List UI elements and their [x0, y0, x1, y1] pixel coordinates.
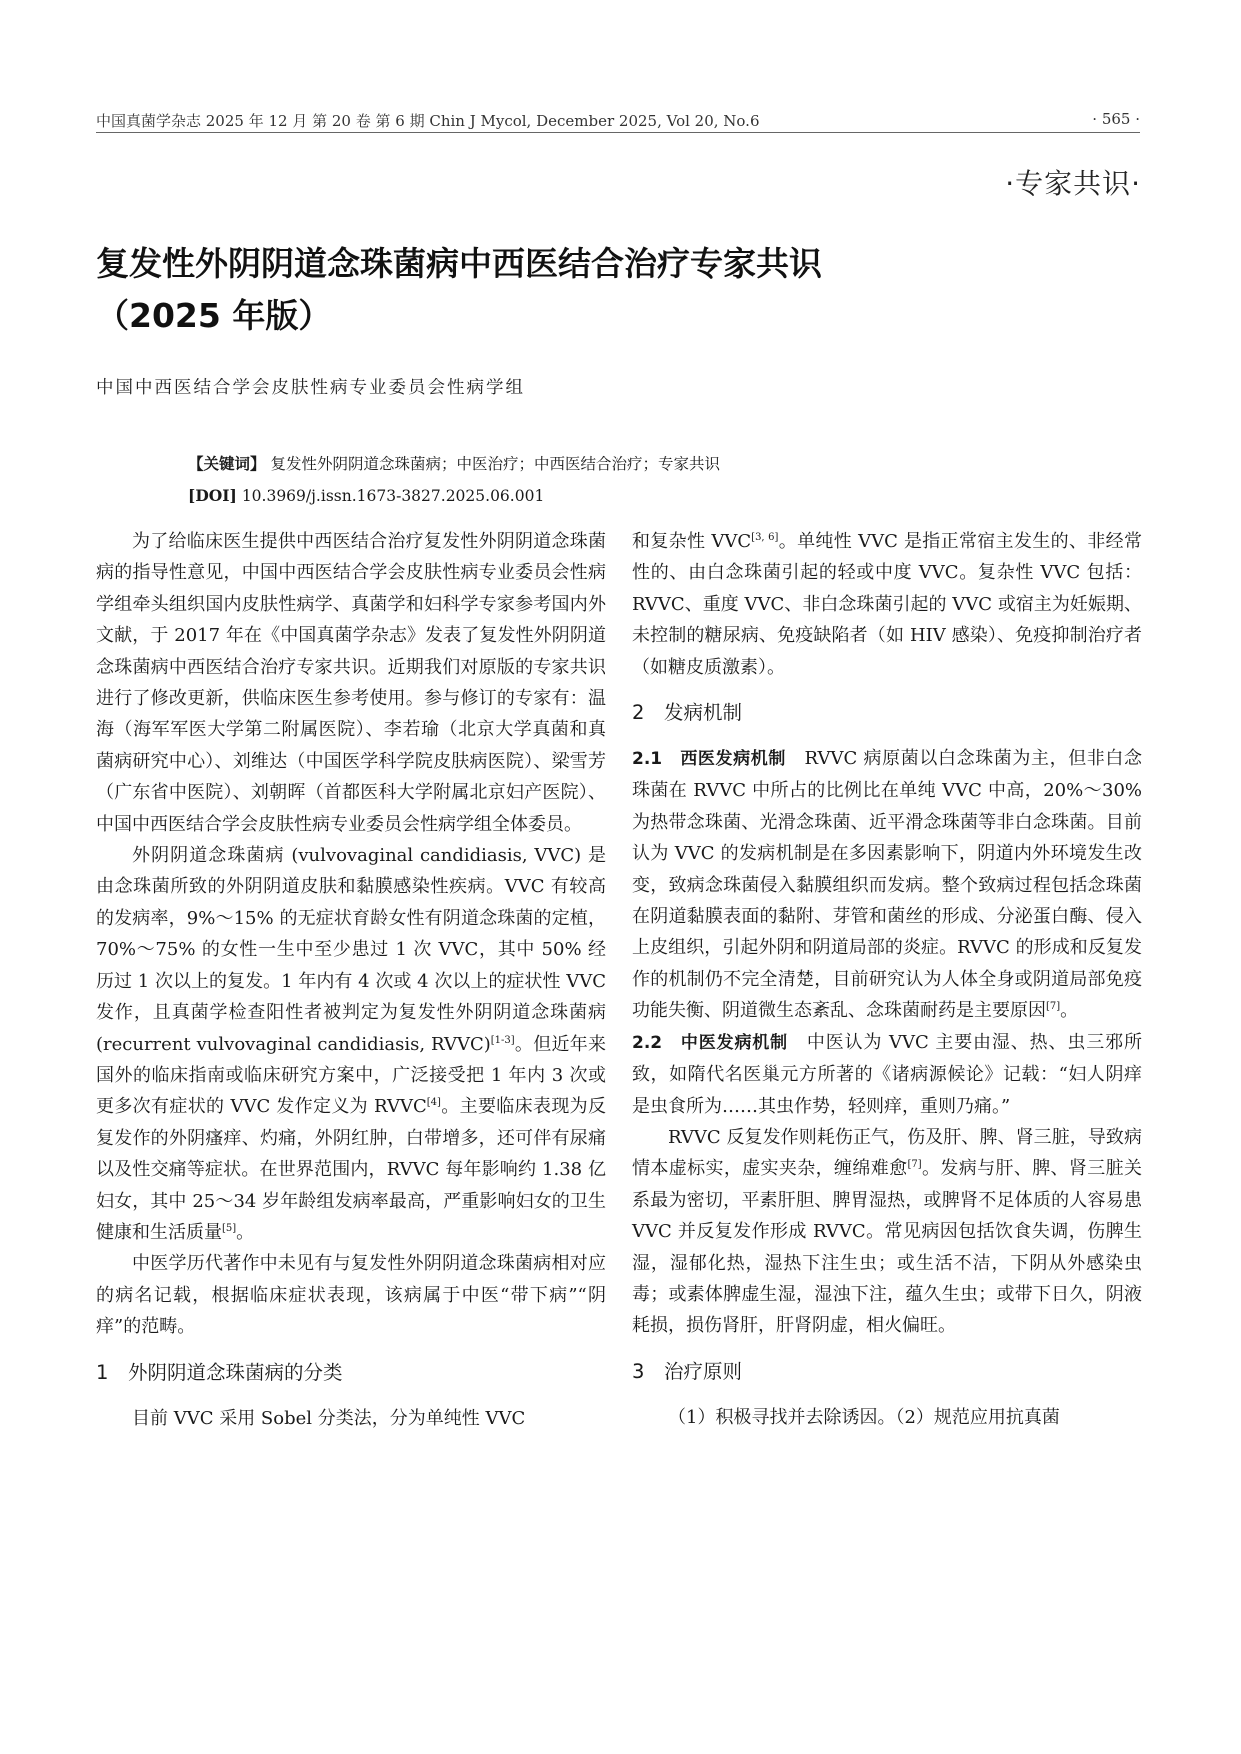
- citation: [1-3]: [490, 1034, 515, 1046]
- title-line-1: 复发性外阴阴道念珠菌病中西医结合治疗专家共识: [96, 244, 822, 283]
- running-header: [96, 110, 1140, 131]
- section-number: 2: [632, 701, 645, 725]
- text-run: 。发病与肝、脾、肾三脏关系最为密切，平素肝胆、脾胃湿热，或脾肾不足体质的人容易患 VVC 并反复发作形成 RVVC。常见病因包括饮食失调，伤脾生湿，湿郁化热，湿热下注生虫；或生活不洁，下阴从外感染虫毒；或素体脾虚生湿，湿浊下注，蕴久生虫；或带下日久，阴液耗损，损伤肾肝，肝肾阴虚，相火偏旺。: [632, 1158, 1143, 1337]
- citation: [3, 6]: [751, 532, 779, 543]
- citation: [4]: [426, 1097, 441, 1109]
- subsection-heading-2-1: 2.1 西医发病机制: [632, 749, 786, 770]
- subsection-heading-2-2: 2.2 中医发病机制: [632, 1032, 789, 1053]
- rvvc-etiology-paragraph: [632, 1122, 1142, 1342]
- page-number: · 565 ·: [1092, 110, 1140, 128]
- keywords: 复发性外阴阴道念珠菌病；中医治疗；中西医结合治疗；专家共识: [270, 455, 720, 473]
- citation: [7]: [1046, 1001, 1061, 1013]
- text-run: 外阴阴道念珠菌病 (vulvovaginal candidiasis, VVC) 是由念珠菌所致的外阴阴道皮肤和黏膜感染性疾病。VVC 有较高的发病率，9%～15% 的无症状育龄女性有阴道念珠菌的定植，70%～75% 的女性一生中至少患过 1 次 VVC，其中 50% 经历过 1 次以上的复发。1 年内有 4 次或 4 次以上的症状性 VVC 发作，且真菌学检查阳性者被判定为复发性外阴阴道念珠菌病 (recurrent vulvovaginal candidiasis, RVVC): [96, 845, 606, 1055]
- article-title: [96, 238, 1096, 342]
- section-title: 发病机制: [664, 701, 743, 725]
- intro-paragraph: 为了给临床医生提供中西医结合治疗复发性外阴阴道念珠菌病的指导性意见，中国中西医结合学会皮肤性病专业委员会性病学组牵头组织国内皮肤性病学、真菌学和妇科学专家参考国内外文献，于 2017 年在《中国真菌学杂志》发表了复发性外阴阴道念珠菌病中西医结合治疗专家共识。近期我们对原版的专家共识进行了修改更新，供临床医生参考使用。参与修订的专家有：温海（海军军医大学第二附属医院）、李若瑜（北京大学真菌和真菌病研究中心）、刘维达（中国医学科学院皮肤病医院）、梁雪芳（广东省中医院）、刘朝晖（首都医科大学附属北京妇产医院）、中国中西医结合学会皮肤性病专业委员会性病学组全体委员。: [96, 531, 606, 835]
- classification-paragraph: 目前 VVC 采用 Sobel 分类法，分为单纯性 VVC: [132, 1407, 526, 1429]
- article-meta: [188, 448, 1088, 512]
- section-heading-1: [96, 1353, 606, 1393]
- tcm-paragraph: 中医学历代著作中未见有与复发性外阴阴道念珠菌病相对应的病名记载，根据临床症状表现，该病属于中医“带下病”“阴痒”的范畴。: [96, 1253, 606, 1338]
- text-run: RVVC 反复发作则耗伤正气，伤及肝、脾、肾三脏，导致病情本虚标实，虚实夹杂，缠绵难愈: [632, 1126, 1142, 1180]
- classification-continued-paragraph: [632, 526, 1142, 683]
- text-run: 。单纯性 VVC 是指正常宿主发生的、非经常性的、由白念珠菌引起的轻或中度 VVC。复杂性 VVC 包括：RVVC、重度 VVC、非白念珠菌引起的 VVC 或宿主为妊娠期、未控制的糖尿病、免疫缺陷者（如 HIV 感染）、免疫抑制治疗者（如糖皮质激素）。: [632, 531, 1142, 678]
- right-column: [632, 526, 1142, 1433]
- section-heading-2: [632, 693, 1142, 733]
- section-heading-3: [632, 1352, 1142, 1392]
- text-run: 。: [1060, 1000, 1079, 1022]
- doi: 10.3969/j.issn.1673-3827.2025.06.001: [241, 487, 545, 505]
- section-number: 1: [96, 1360, 109, 1384]
- treatment-principles-paragraph: （1）积极寻找并去除诱因。（2）规范应用抗真菌: [668, 1406, 1060, 1428]
- section-title: 外阴阴道念珠菌病的分类: [128, 1360, 343, 1384]
- doi-label: [DOI]: [188, 486, 237, 505]
- text-run: RVVC 病原菌以白念珠菌为主，但非白念珠菌在 RVVC 中所占的比例比在单纯 VVC 中高，20%～30% 为热带念珠菌、光滑念珠菌、近平滑念珠菌等非白念珠菌。目前认为 VVC 的发病机制是在多因素影响下，阴道内外环境发生改变，致病念珠菌侵入黏膜组织而发病。整个致病过程包括念珠菌在阴道黏膜表面的黏附、芽管和菌丝的形成、分泌蛋白酶、侵入上皮组织，引起外阴和阴道局部的炎症。RVVC 的形成和反复发作的机制仍不完全清楚，目前研究认为人体全身或阴道局部免疫功能失衡、阴道微生态紊乱、念珠菌耐药是主要原因: [632, 748, 1143, 1022]
- author-group: 中国中西医结合学会皮肤性病专业委员会性病学组: [96, 378, 525, 398]
- section-title: 治疗原则: [664, 1359, 743, 1383]
- citation: [5]: [222, 1222, 237, 1234]
- text-run: 。: [236, 1221, 255, 1243]
- western-mechanism-paragraph: [632, 743, 1142, 1027]
- title-line-2: （2025 年版）: [96, 296, 332, 335]
- section-number: 3: [632, 1359, 645, 1383]
- column-tag: ·专家共识·: [1005, 167, 1141, 200]
- text-run: 。主要临床表现为反复发作的外阴瘙痒、灼痛，外阴红肿，白带增多，还可伴有尿痛以及性交痛等症状。在世界范围内，RVVC 每年影响约 1.38 亿妇女，其中 25～34 岁年龄组发病率最高，严重影响妇女的卫生健康和生活质量: [96, 1096, 606, 1243]
- text-run: 中医认为 VVC 主要由湿、热、虫三邪所致，如隋代名医巢元方所著的《诸病源候论》记载：“妇人阴痒是虫食所为……其虫作势，轻则痒，重则乃痛。”: [632, 1031, 1142, 1117]
- text-run: 。但近年来国外的临床指南或临床研究方案中，广泛接受把 1 年内 3 次或更多次有症状的 VVC 发作定义为 RVVC: [96, 1033, 606, 1118]
- left-column: [96, 526, 606, 1434]
- tcm-mechanism-paragraph: [632, 1027, 1142, 1122]
- vvc-definition-paragraph: [96, 840, 606, 1248]
- header-rule: [96, 132, 1140, 133]
- text-run: 和复杂性 VVC: [632, 531, 752, 552]
- keywords-line: [188, 448, 1088, 480]
- keywords-label: 【关键词】: [188, 454, 266, 473]
- running-title: 中国真菌学杂志 2025 年 12 月 第 20 卷 第 6 期 Chin J Mycol, December 2025, Vol 20, No.6: [96, 112, 760, 130]
- doi-line: [188, 480, 1088, 512]
- citation: [7]: [907, 1159, 922, 1171]
